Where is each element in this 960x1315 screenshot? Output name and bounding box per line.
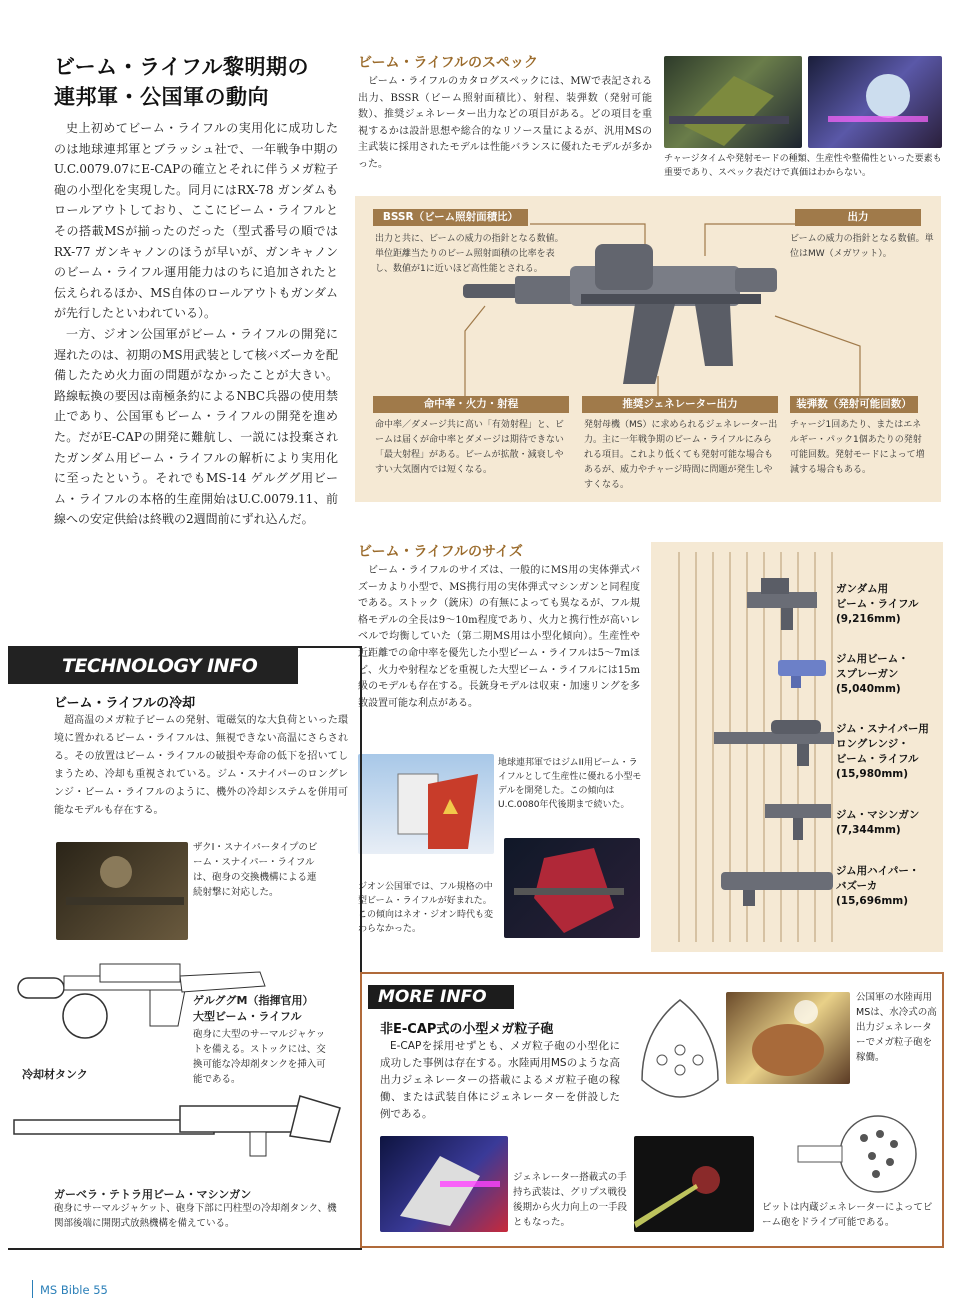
- bit-caption: ビットは内蔵ジェネレーターによってビーム砲をドライブ可能である。: [762, 1202, 933, 1228]
- amphibious-ms-image: [726, 992, 850, 1084]
- zaku-caption: ザクI・スナイパータイプのビーム・スナイパー・ライフルは、砲身の交換機構による連続射撃に対応した。: [193, 842, 318, 898]
- federation-caption: 地球連邦軍ではジムII用ビーム・ライフルとして生産性に優れる小型モデルを開発した。この傾向はU.C.0080年代後期まで続いた。: [498, 758, 642, 810]
- technology-info-banner: TECHNOLOGY INFO: [8, 648, 298, 684]
- gm2-image: [358, 754, 494, 854]
- bazooka-shape: [721, 872, 833, 890]
- tag-ammo: 装弾数（発射可能回数）: [790, 396, 918, 413]
- tag-bssr: BSSR（ビーム照射面積比）: [373, 209, 528, 226]
- spec-heading: ビーム・ライフルのスペック: [358, 55, 539, 71]
- size-label-sniper: ジム・スナイパー用 ロングレンジ・ ビーム・ライフル (15,980mm): [836, 723, 929, 780]
- zeta-photo: [380, 1136, 508, 1232]
- tech-heading: ビーム・ライフルの冷却: [54, 696, 196, 711]
- zeon-caption: ジオン公国軍では、フル規格の中型ビーム・ライフルが好まれた。この傾向はネオ・ジオン時代も変わらなかった。: [358, 882, 494, 934]
- funnel-photo: [634, 1136, 754, 1232]
- main-article-title: [54, 52, 344, 112]
- size-heading: ビーム・ライフルのサイズ: [358, 544, 523, 560]
- gm2-photo: [358, 754, 494, 854]
- tag-accuracy: 命中率・火力・射程: [373, 396, 569, 413]
- spraygun-shape: [778, 660, 826, 676]
- spec-generator-text: 発射母機（MS）に求められるジェネレーター出力。主に一年戦争期のビーム・ライフルにみられる項目。これより低くても発射可能な場合もあるが、威力やチャージ時間に問題が発生しやすくなる。: [584, 420, 778, 490]
- gelgoog-text: 砲身に大型のサーマルジャケットを備える。ストックには、交換可能な冷却剤タンクを挿入可能である。: [193, 1029, 326, 1085]
- amphibious-caption: 公国軍の水陸両用MSは、水冷式の高出力ジェネレーターでメガ粒子砲を稼働。: [856, 992, 937, 1063]
- machinegun-shape: [765, 804, 831, 818]
- funnel-beam-image: [634, 1136, 754, 1232]
- spec-ammo-text: チャージ1回あたり、またはエネルギー・パック1個あたりの発射可能回数。発射モードによって増減する場合もある。: [790, 420, 925, 475]
- main-title-line2: 連邦軍・公国軍の動向: [54, 85, 269, 109]
- gm-sniper-image: [664, 56, 802, 148]
- zaku-sniper-image: [56, 842, 188, 940]
- spec-body: ビーム・ライフルのカタログスペックには、MWで表記される出力、BSSR（ビーム照射面積比）、射程、装弾数（発射可能数）、推奨ジェネレーター出力などの項目がある。どの項目を重視するかは設計思想や総合的なリソース量によるが、汎用MSの主武装に採用されたモデルは性能バランスに優れたモデルが多かった。: [358, 76, 652, 170]
- gelgoog-title: ゲルググM（指揮官用） 大型ビーム・ライフル: [193, 994, 314, 1023]
- main-paragraph-1: 史上初めてビーム・ライフルの実用化に成功したのは地球連邦軍とブラッシュ社で、一年戦争中期のU.C.0079.07にE-CAPの確立とそれに伴うメガ粒子砲の小型化を実現した。同月にはRX-78 ガンダムもロールアウトしており、ここにビーム・ライフルとその搭載MSが揃ったのだった（型式番号の順ではRX-77 ガンキャノンのほうが早いが、ガンキャノンのビーム・ライフル運用能力はのちに追加されたと伝えられるほか、MS自体のロールアウトもガンダムが先行したといわれている）。: [54, 121, 338, 321]
- main-article-body: [54, 118, 338, 530]
- coolant-tank-label: 冷却材タンク: [22, 1068, 88, 1081]
- size-body: ビーム・ライフルのサイズは、一般的にMS用の実体弾式バズーカより小型で、MS携行用の実体弾式マシンガンと同程度である。ストック（銃床）の有無によっても異なるが、フル規格モデルの全長は9〜10m程度であり、火力と携行性が高いレベルで均衡していた（第二期MS用は小型化傾向）。生産性や近距離での命中率を優先した小型ビーム・ライフルは5〜7mほど、火力や射程などを重視した大型ビーム・ライフルには15m級のモデルも存在する。長銃身モデルは収束・加速リングを多数設置可能な利点がある。: [358, 565, 640, 709]
- more-info-banner: MORE INFO: [368, 985, 514, 1009]
- spec-photo-right: [808, 56, 942, 148]
- more-info-body: E-CAPを採用せずとも、メガ粒子砲の小型化に成功した事例は存在する。水陸両用MSのような高出力ジェネレーターの搭載によるメガ粒子砲の稼働、または武装自体にジェネレーターを併設した例である。: [380, 1040, 620, 1120]
- spec-output-text: ビームの威力の指針となる数値。単位はMW（メガワット）。: [790, 234, 934, 259]
- tech-body: 超高温のメガ粒子ビームの発射、電磁気的な大負荷といった環境に置かれるビーム・ライフルは、無視できない高温にさらされる。その放置はビーム・ライフルの破損や寿命の低下を招いてしまうため、冷却も重視されている。ジム・スナイパーのロングレンジ・ビーム・ライフルのように、機外の冷却システムを併用可能なモデルも存在する。: [54, 715, 348, 816]
- spec-photo-left: [664, 56, 802, 148]
- gelgoog-image: [504, 838, 640, 938]
- tag-output: 出力: [795, 209, 921, 226]
- main-paragraph-2: 一方、ジオン公国軍がビーム・ライフルの開発に遅れたのは、初期のMS用武装として核バズーカを配備したため火力面の問題がなかったことが大きい。路線転換の要因は南極条約によるNBC兵器の使用禁止であり、公国軍もビーム・ライフルの開発を進めた。だがE-CAPの開発に難航し、一説には投棄されたガンダム用ビーム・ライフルの解析により実用化に至ったという。それでもMS-14 ゲルググ用ビーム・ライフルの本格的生産開始はU.C.0079.11、前線への安定供給は終戦の2週間前にずれ込んだ。: [54, 326, 338, 527]
- gundam-rifle-shape: [747, 592, 817, 608]
- footer-divider: [32, 1280, 33, 1298]
- mega-cannon-illustration: [632, 990, 728, 1116]
- zaku-sniper-photo: [56, 842, 188, 940]
- spec-photo-caption: チャージタイムや発射モードの種類、生産性や整備性といった要素も重要であり、スペック表だけで真価はわからない。: [664, 154, 942, 178]
- main-title-line1: ビーム・ライフル黎明期の: [54, 55, 310, 79]
- gerbera-title: ガーベラ・テトラ用ビーム・マシンガン: [54, 1188, 252, 1201]
- gerbera-text: 砲身にサーマルジャケット、砲身下部に円柱型の冷却剤タンク、機関部後端に開閉式放熱機構を備えている。: [54, 1203, 337, 1229]
- bit-illustration: [768, 1108, 938, 1200]
- tag-generator: 推奨ジェネレーター出力: [582, 396, 778, 413]
- size-label-spraygun: ジム用ビーム・ スプレーガン (5,040mm): [836, 653, 909, 695]
- amphibious-ms-photo: [726, 992, 850, 1084]
- griffs-caption: ジェネレーター搭載式の手持ち武装は、グリプス戦役後期から火力向上の一手段ともなった。: [513, 1172, 628, 1228]
- zeta-gundam-image: [380, 1136, 508, 1232]
- size-label-machinegun: ジム・マシンガン (7,344mm): [836, 809, 920, 836]
- gundam-firing-image: [808, 56, 942, 148]
- spec-bssr-text: 出力と共に、ビームの威力の指針となる数値。単位距離当たりのビーム照射面積の比率を表し、数値が1に近いほど高性能とされる。: [375, 234, 564, 274]
- size-label-gundam: ガンダム用 ビーム・ライフル (9,216mm): [836, 583, 919, 625]
- spec-accuracy-text: 命中率／ダメージ共に高い「有効射程」と、ビームは届くが命中率とダメージは期待できない「最大射程」がある。ビームが拡散・減衰しやすい大気圏内では短くなる。: [375, 420, 564, 475]
- page-number: MS Bible 55: [40, 1283, 108, 1297]
- gelgoog-photo: [504, 838, 640, 938]
- size-label-bazooka: ジム用ハイパー・ バズーカ (15,696mm): [836, 865, 920, 907]
- more-info-heading: 非E-CAP式の小型メガ粒子砲: [380, 1022, 554, 1037]
